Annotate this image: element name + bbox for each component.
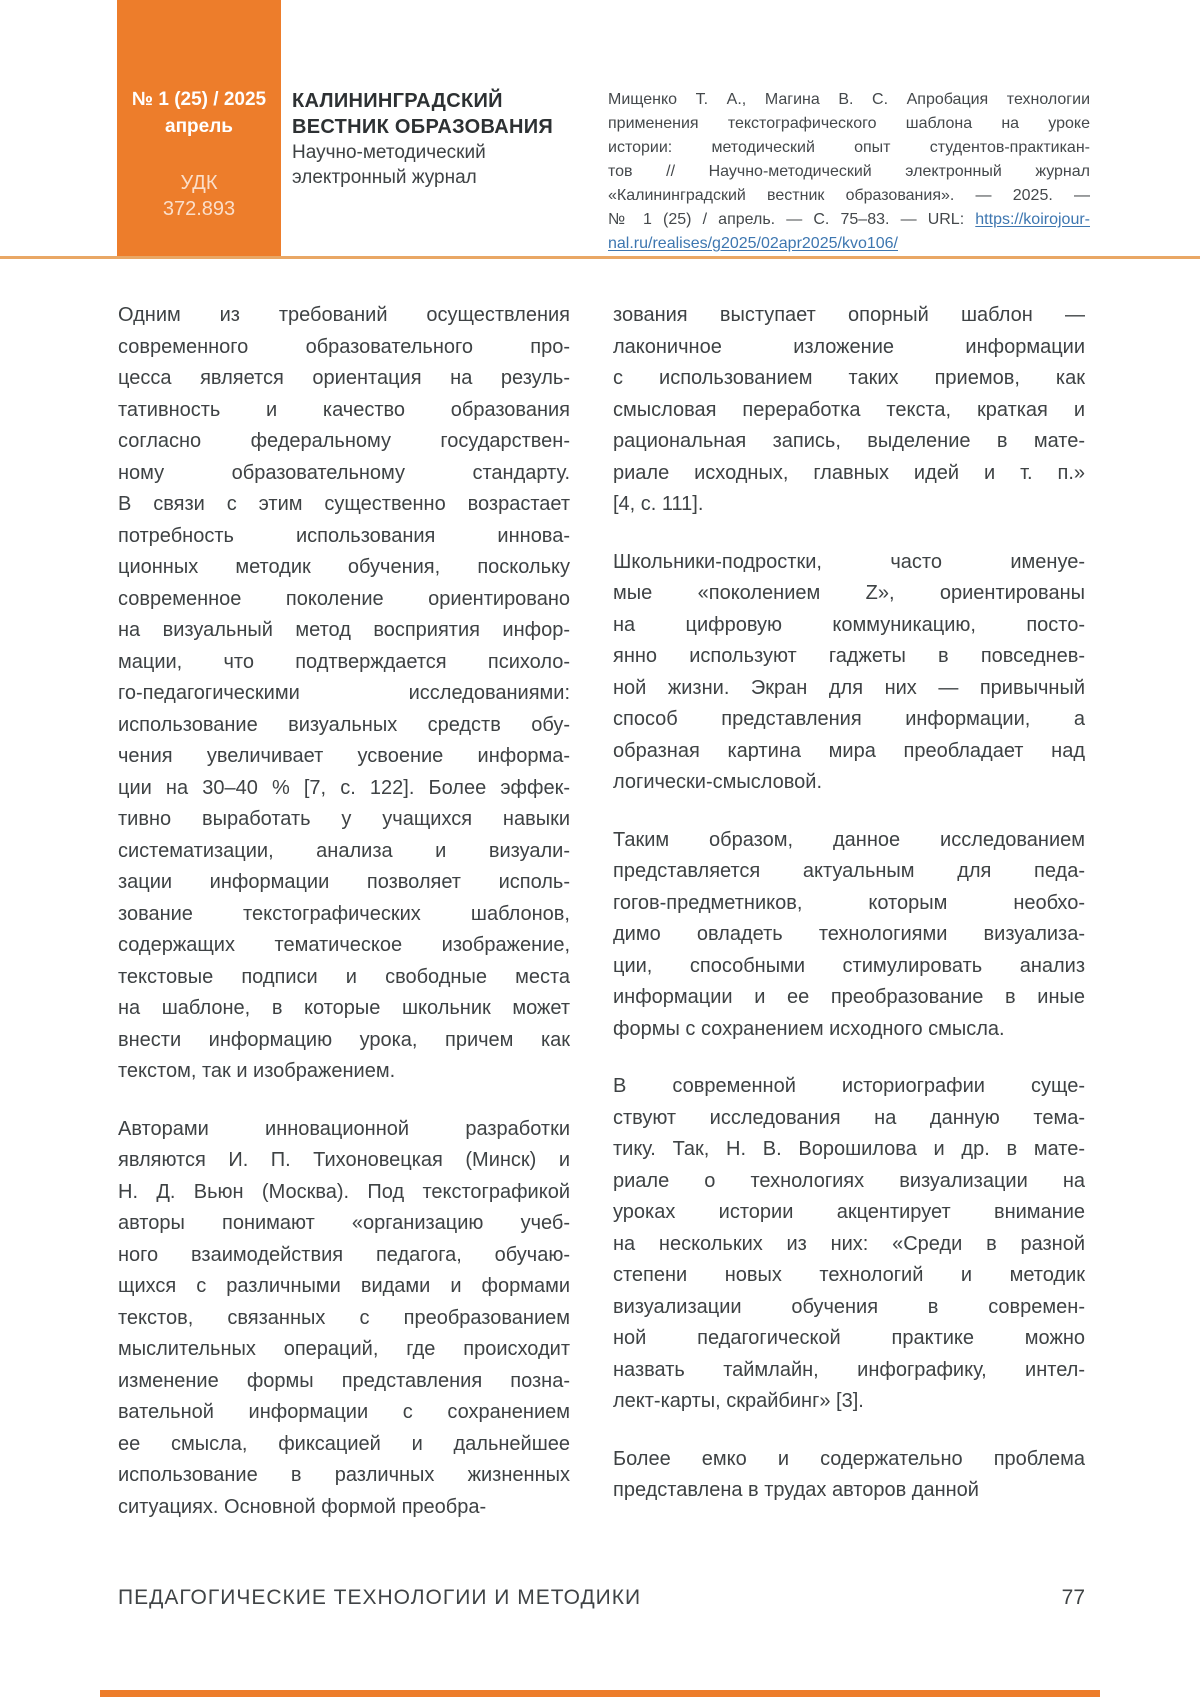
- udc-code: 372.893: [162, 198, 236, 220]
- header-divider-rule: [0, 256, 1200, 259]
- text-line: представляется актуальным для педа-: [613, 860, 1085, 882]
- text-line: назвать таймлайн, инфографику, интел-: [613, 1358, 1085, 1381]
- citation-line: [608, 88, 1090, 112]
- text-line: Одним из требований осуществления: [118, 304, 570, 326]
- issue-month: апрель: [165, 116, 233, 137]
- citation-line: [608, 184, 1090, 208]
- text-line: чения увеличивает усвоение информа-: [118, 745, 570, 767]
- paragraph: [613, 825, 1085, 1046]
- citation-line: [608, 112, 1090, 136]
- text-line: лект-карты, скрайбинг» [3].: [613, 1390, 864, 1412]
- text-line: димо овладеть технологиями визуализа-: [613, 923, 1085, 945]
- journal-title-block: [292, 88, 553, 190]
- page-number: 77: [1061, 1586, 1085, 1609]
- text-line: ситуациях. Основной формой преобра-: [118, 1495, 487, 1518]
- text-line: использование визуальных средств обу-: [118, 713, 570, 736]
- text-line: риале исходных, главных идей и т. п.»: [613, 461, 1085, 484]
- spacer: [117, 140, 281, 170]
- paragraph: [118, 1114, 570, 1524]
- text-line: образная картина мира преобладает над: [613, 739, 1085, 762]
- text-line: способ представления информации, а: [613, 708, 1085, 730]
- footer-section-title: ПЕДАГОГИЧЕСКИЕ ТЕХНОЛОГИИ И МЕТОДИКИ: [118, 1586, 642, 1609]
- text-line: тативность и качество образования: [118, 398, 570, 421]
- paragraph: [613, 1444, 1085, 1507]
- text-line: информации и ее преобразование в иные: [613, 986, 1085, 1008]
- text-line: ствуют исследования на данную тема-: [613, 1106, 1085, 1129]
- citation-line: [608, 232, 1090, 256]
- text-line: согласно федеральному государствен-: [118, 430, 570, 452]
- text-line: визуализации обучения в современ-: [613, 1295, 1085, 1318]
- text-line: зование текстографических шаблонов,: [118, 902, 570, 925]
- text-line: ного взаимодействия педагога, обучаю-: [118, 1243, 570, 1266]
- text-line: Авторами инновационной разработки: [118, 1117, 570, 1140]
- text-line: использование в различных жизненных: [118, 1464, 570, 1486]
- paragraph: [613, 547, 1085, 799]
- udc-label: УДК: [180, 172, 218, 194]
- text-line: Более емко и содержательно проблема: [613, 1447, 1085, 1470]
- article-column-left: [118, 300, 570, 1523]
- text-line: формы с сохранением исходного смысла.: [613, 1017, 1005, 1040]
- citation-text: тов // Научно-методический электронный журнал: [608, 163, 1090, 180]
- journal-subtitle-line1: Научно-методический: [292, 142, 486, 163]
- text-line: гогов-предметников, которым необхо-: [613, 891, 1085, 914]
- text-line: современного образовательного про-: [118, 335, 570, 358]
- citation-text: № 1 (25) / апрель. — С. 75–83. — URL:: [608, 211, 976, 228]
- text-line: Школьники-подростки, часто именуе-: [613, 550, 1085, 573]
- text-line: авторы понимают «организацию учеб-: [118, 1212, 570, 1234]
- article-column-right: [613, 300, 1085, 1507]
- citation-text: применения текстографического шаблона на уроке: [608, 115, 1090, 132]
- text-line: лаконичное изложение информации: [613, 335, 1085, 358]
- text-line: тику. Так, Н. В. Ворошилова и др. в мате-: [613, 1138, 1085, 1160]
- text-line: степени новых технологий и методик: [613, 1264, 1085, 1286]
- citation-text: истории: методический опыт студентов-практикан-: [608, 139, 1090, 156]
- text-line: являются И. П. Тихоновецкая (Минск) и: [118, 1149, 570, 1171]
- text-line: текстовые подписи и свободные места: [118, 965, 570, 988]
- text-line: внести информацию урока, причем как: [118, 1028, 570, 1051]
- text-line: на шаблоне, в которые школьник может: [118, 997, 570, 1019]
- text-line: го-педагогическими исследованиями:: [118, 682, 570, 704]
- text-line: ной жизни. Экран для них — привычный: [613, 676, 1085, 699]
- journal-title-line1: КАЛИНИНГРАДСКИЙ: [292, 90, 503, 112]
- text-line: на цифровую коммуникацию, посто-: [613, 613, 1085, 636]
- text-line: представлена в трудах авторов данной: [613, 1479, 979, 1501]
- text-line: современное поколение ориентировано: [118, 587, 570, 610]
- text-line: содержащих тематическое изображение,: [118, 934, 570, 956]
- citation-line: [608, 208, 1090, 232]
- journal-title-line2: ВЕСТНИК ОБРАЗОВАНИЯ: [292, 116, 554, 138]
- text-line: Таким образом, данное исследованием: [613, 828, 1085, 851]
- text-line: смысловая переработка текста, краткая и: [613, 398, 1085, 421]
- text-line: на визуальный метод восприятия инфор-: [118, 619, 570, 641]
- citation-line: [608, 136, 1090, 160]
- paragraph: [613, 1071, 1085, 1418]
- citation-text: Мищенко Т. А., Магина В. С. Апробация технологии: [608, 91, 1090, 108]
- text-line: систематизации, анализа и визуали-: [118, 839, 570, 862]
- paragraph: [118, 300, 570, 1088]
- text-line: вательной информации с сохранением: [118, 1401, 570, 1423]
- text-line: щихся с различными видами и формами: [118, 1275, 570, 1297]
- text-line: В связи с этим существенно возрастает: [118, 493, 570, 515]
- text-line: уроках истории акцентирует внимание: [613, 1201, 1085, 1223]
- citation-url-link[interactable]: https://koirojour-: [975, 211, 1090, 228]
- text-line: ному образовательному стандарту.: [118, 461, 570, 484]
- text-line: ционных методик обучения, поскольку: [118, 556, 570, 578]
- text-line: текстов, связанных с преобразованием: [118, 1306, 570, 1329]
- text-line: мые «поколением Z», ориентированы: [613, 582, 1085, 604]
- text-line: ной педагогической практике можно: [613, 1327, 1085, 1349]
- article-citation: [608, 88, 1090, 256]
- text-line: мации, что подтверждается психоло-: [118, 650, 570, 673]
- text-line: тивно выработать у учащихся навыки: [118, 808, 570, 830]
- page-footer: [118, 1586, 1085, 1610]
- text-line: [4, с. 111].: [613, 493, 704, 515]
- text-line: рациональная запись, выделение в мате-: [613, 430, 1085, 452]
- text-line: янно используют гаджеты в повседнев-: [613, 645, 1085, 667]
- journal-subtitle-line2: электронный журнал: [292, 167, 477, 188]
- paragraph: [613, 300, 1085, 521]
- issue-info-block: [117, 0, 281, 256]
- text-line: цесса является ориентация на резуль-: [118, 367, 570, 389]
- text-line: риале о технологиях визуализации на: [613, 1169, 1085, 1192]
- citation-url-link[interactable]: nal.ru/realises/g2025/02apr2025/kvo106/: [608, 235, 898, 252]
- text-line: текстом, так и изображением.: [118, 1060, 396, 1082]
- bottom-accent-bar: [100, 1690, 1100, 1697]
- text-line: потребность использования иннова-: [118, 524, 570, 547]
- text-line: с использованием таких приемов, как: [613, 367, 1085, 389]
- citation-line: [608, 160, 1090, 184]
- text-line: логически-смысловой.: [613, 771, 823, 793]
- text-line: ции на 30–40 % [7, с. 122]. Более эффек-: [118, 776, 570, 799]
- text-line: изменение формы представления позна-: [118, 1369, 570, 1392]
- text-line: мыслительных операций, где происходит: [118, 1338, 570, 1360]
- text-line: зации информации позволяет исполь-: [118, 871, 570, 893]
- text-line: ее смысла, фиксацией и дальнейшее: [118, 1432, 570, 1455]
- issue-number: № 1 (25) / 2025: [131, 89, 267, 110]
- text-line: на нескольких из них: «Среди в разной: [613, 1232, 1085, 1255]
- citation-text: «Калининградский вестник образования». — 2025. —: [608, 187, 1090, 204]
- text-line: Н. Д. Вьюн (Москва). Под текстографикой: [118, 1180, 570, 1203]
- text-line: ции, способными стимулировать анализ: [613, 954, 1085, 977]
- text-line: зования выступает опорный шаблон —: [613, 304, 1085, 326]
- text-line: В современной историографии суще-: [613, 1075, 1085, 1097]
